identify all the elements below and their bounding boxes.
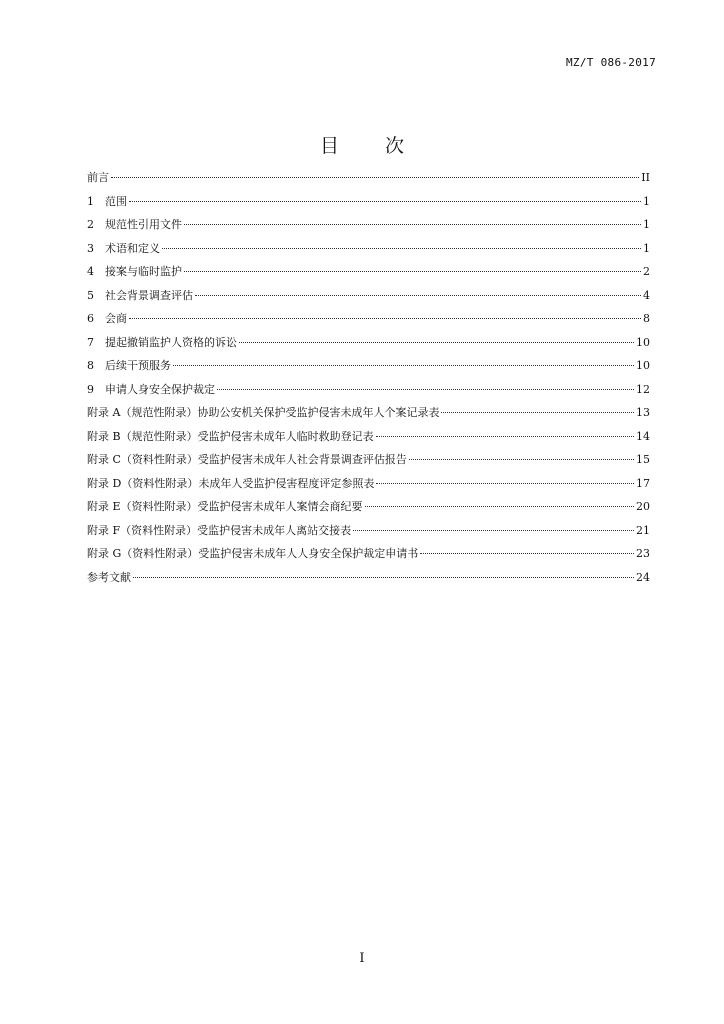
toc-entry-label: 前言 [87, 171, 109, 184]
toc-entry[interactable] [87, 495, 650, 519]
toc-dot-leader [173, 365, 634, 366]
toc-entry-label: 社会背景调查评估 [105, 288, 193, 302]
toc-entry-label: 附录 C（资料性附录）受监护侵害未成年人社会背景调查评估报告 [87, 453, 407, 466]
toc-entry-label: 申请人身安全保护裁定 [105, 382, 215, 396]
toc-entry[interactable] [87, 542, 650, 566]
toc-entry[interactable] [87, 260, 650, 284]
toc-entry-label: 附录 F（资料性附录）受监护侵害未成年人离站交接表 [87, 523, 352, 537]
toc-entry-label: 附录 G（资料性附录）受监护侵害未成年人人身安全保护裁定申请书 [87, 547, 419, 560]
toc-entry-number: 4 [87, 265, 94, 278]
toc-entry[interactable] [87, 284, 650, 308]
toc-dot-leader [376, 483, 634, 484]
toc-entry-label: 附录 E（资料性附录）受监护侵害未成年人案情会商纪要 [87, 500, 363, 513]
toc-entry-number: 7 [87, 335, 94, 349]
toc-entry-page: 24 [636, 570, 650, 584]
toc-entry-page: 17 [636, 476, 650, 490]
toc-dot-leader [111, 177, 639, 178]
toc-dot-leader [129, 318, 641, 319]
toc-entry[interactable] [87, 378, 650, 402]
toc-entry-number: 3 [87, 241, 94, 255]
toc-entry-number: 2 [87, 218, 94, 231]
toc-entry[interactable] [87, 425, 650, 449]
toc-dot-leader [162, 248, 641, 249]
toc-entry-page: 10 [636, 359, 650, 372]
toc-entry-label: 提起撤销监护人资格的诉讼 [105, 335, 237, 349]
toc-entry-page: 15 [636, 453, 650, 466]
toc-dot-leader [365, 506, 634, 507]
toc-entry-label: 会商 [105, 312, 127, 325]
toc-entry-page: 10 [636, 335, 650, 349]
toc-entry[interactable] [87, 237, 650, 261]
toc-entry[interactable] [87, 354, 650, 378]
toc-entry[interactable] [87, 190, 650, 214]
toc-entry-page: 13 [636, 406, 650, 419]
toc-entry-label: 术语和定义 [105, 241, 160, 255]
toc-entry[interactable] [87, 519, 650, 543]
toc-entry-page: 12 [636, 382, 650, 396]
toc-dot-leader [217, 389, 634, 390]
toc-dot-leader [239, 342, 634, 343]
toc-dot-leader [441, 412, 634, 413]
toc-entry-label: 参考文献 [87, 570, 131, 584]
toc-entry-page: 8 [643, 312, 650, 325]
toc-dot-leader [195, 295, 641, 296]
toc-entry-page: 1 [643, 194, 650, 208]
toc-entry[interactable] [87, 331, 650, 355]
toc-entry-page: 1 [643, 218, 650, 231]
toc-entry[interactable] [87, 401, 650, 425]
toc-entry-page: 2 [643, 265, 650, 278]
toc-dot-leader [184, 224, 641, 225]
toc-entry-number: 6 [87, 312, 94, 325]
toc-entry[interactable] [87, 307, 650, 331]
toc-entry-page: 14 [636, 429, 650, 443]
toc-dot-leader [133, 577, 634, 578]
toc-entry-page: 21 [636, 523, 650, 537]
toc-entry-page: 23 [636, 547, 650, 560]
toc-dot-leader [353, 530, 634, 531]
toc-entry[interactable] [87, 472, 650, 496]
toc-entry-page: 20 [636, 500, 650, 513]
standard-code: MZ/T 086-2017 [566, 56, 656, 69]
toc-entry-label: 范围 [105, 194, 127, 208]
toc-entry-label: 附录 A（规范性附录）协助公安机关保护受监护侵害未成年人个案记录表 [87, 406, 440, 419]
toc-dot-leader [376, 436, 634, 437]
toc-entry-page: 4 [643, 288, 650, 302]
toc-entry-page: 1 [643, 241, 650, 255]
toc-entry-number: 1 [87, 194, 94, 208]
toc-entry-label: 规范性引用文件 [105, 218, 182, 231]
toc-dot-leader [129, 201, 641, 202]
toc-entry-label: 接案与临时监护 [105, 265, 182, 278]
toc-dot-leader [420, 553, 634, 554]
toc-entry[interactable] [87, 166, 650, 190]
toc-dot-leader [184, 271, 641, 272]
page-number: I [359, 951, 365, 966]
toc-entry-number: 5 [87, 288, 94, 302]
toc-entry-label: 附录 D（资料性附录）未成年人受监护侵害程度评定参照表 [87, 476, 375, 490]
toc-dot-leader [409, 459, 634, 460]
toc-entry-number: 8 [87, 359, 94, 372]
toc-entry-label: 后续干预服务 [105, 359, 171, 372]
toc-entry[interactable] [87, 448, 650, 472]
toc-entry-label: 附录 B（规范性附录）受监护侵害未成年人临时救助登记表 [87, 429, 374, 443]
toc-list [87, 166, 650, 589]
toc-entry[interactable] [87, 566, 650, 590]
toc-title: 目 次 [319, 135, 425, 157]
toc-entry-number: 9 [87, 382, 94, 396]
toc-entry[interactable] [87, 213, 650, 237]
toc-entry-page: II [641, 171, 650, 184]
